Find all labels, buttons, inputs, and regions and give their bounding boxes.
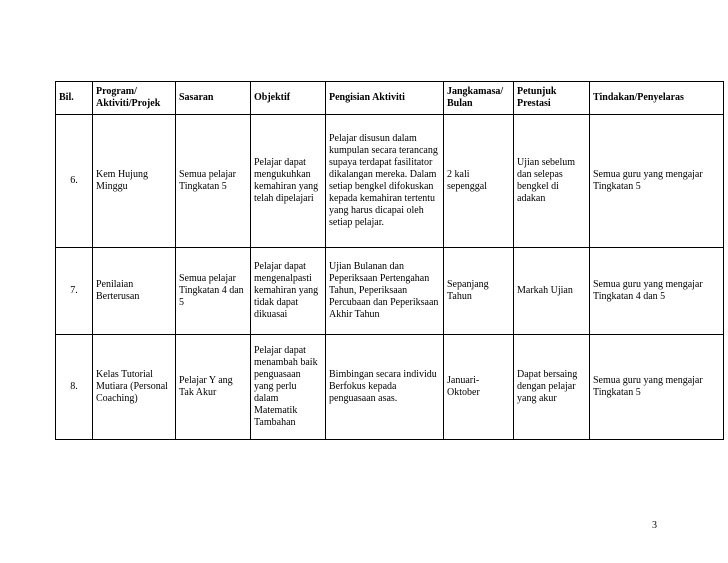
cell-sasaran: Semua pelajar Tingkatan 4 dan 5 <box>176 248 251 335</box>
cell-tindakan: Semua guru yang mengajar Tingkatan 5 <box>590 335 724 440</box>
cell-objektif: Pelajar dapat mengukuhkan kemahiran yang telah dipelajari <box>251 115 326 248</box>
page-number: 3 <box>652 520 657 531</box>
cell-objektif: Pelajar dapat menambah baik penguasaan yang perlu dalam Matematik Tambahan <box>251 335 326 440</box>
cell-bil: 8. <box>56 335 93 440</box>
cell-sasaran: Semua pelajar Tingkatan 5 <box>176 115 251 248</box>
cell-pengisian: Bimbingan secara individu Berfokus kepada penguasaan asas. <box>326 335 444 440</box>
cell-petunjuk: Ujian sebelum dan selepas bengkel di adakan <box>514 115 590 248</box>
header-sasaran: Sasaran <box>176 82 251 115</box>
cell-bil: 6. <box>56 115 93 248</box>
header-program: Program/ Aktiviti/Projek <box>93 82 176 115</box>
header-petunjuk: Petunjuk Prestasi <box>514 82 590 115</box>
cell-jangkamasa: Sepanjang Tahun <box>444 248 514 335</box>
activity-table <box>55 81 724 440</box>
cell-jangkamasa: 2 kali sepenggal <box>444 115 514 248</box>
cell-bil: 7. <box>56 248 93 335</box>
cell-pengisian: Pelajar disusun dalam kumpulan secara terancang supaya terdapat fasilitator dikalangan mereka. Dalam setiap bengkel difokuskan kepada kemahiran tertentu yang harus dicapai oleh setiap pelajar. <box>326 115 444 248</box>
cell-jangkamasa: Januari-Oktober <box>444 335 514 440</box>
cell-tindakan: Semua guru yang mengajar Tingkatan 5 <box>590 115 724 248</box>
header-tindakan: Tindakan/Penyelaras <box>590 82 724 115</box>
table-row <box>56 115 724 248</box>
cell-program: Penilaian Berterusan <box>93 248 176 335</box>
cell-petunjuk: Dapat bersaing dengan pelajar yang akur <box>514 335 590 440</box>
cell-pengisian: Ujian Bulanan dan Peperiksaan Pertengahan Tahun, Peperiksaan Percubaan dan Peperiksaan Akhir Tahun <box>326 248 444 335</box>
table-row <box>56 248 724 335</box>
header-pengisian: Pengisian Aktiviti <box>326 82 444 115</box>
cell-tindakan: Semua guru yang mengajar Tingkatan 4 dan 5 <box>590 248 724 335</box>
cell-program: Kelas Tutorial Mutiara (Personal Coaching) <box>93 335 176 440</box>
header-bil: Bil. <box>56 82 93 115</box>
cell-objektif: Pelajar dapat mengenalpasti kemahiran yang tidak dapat dikuasai <box>251 248 326 335</box>
cell-petunjuk: Markah Ujian <box>514 248 590 335</box>
cell-sasaran: Pelajar Y ang Tak Akur <box>176 335 251 440</box>
header-jangkamasa: Jangkamasa/ Bulan <box>444 82 514 115</box>
header-row <box>56 82 724 115</box>
header-objektif: Objektif <box>251 82 326 115</box>
cell-program: Kem Hujung Minggu <box>93 115 176 248</box>
table-row <box>56 335 724 440</box>
